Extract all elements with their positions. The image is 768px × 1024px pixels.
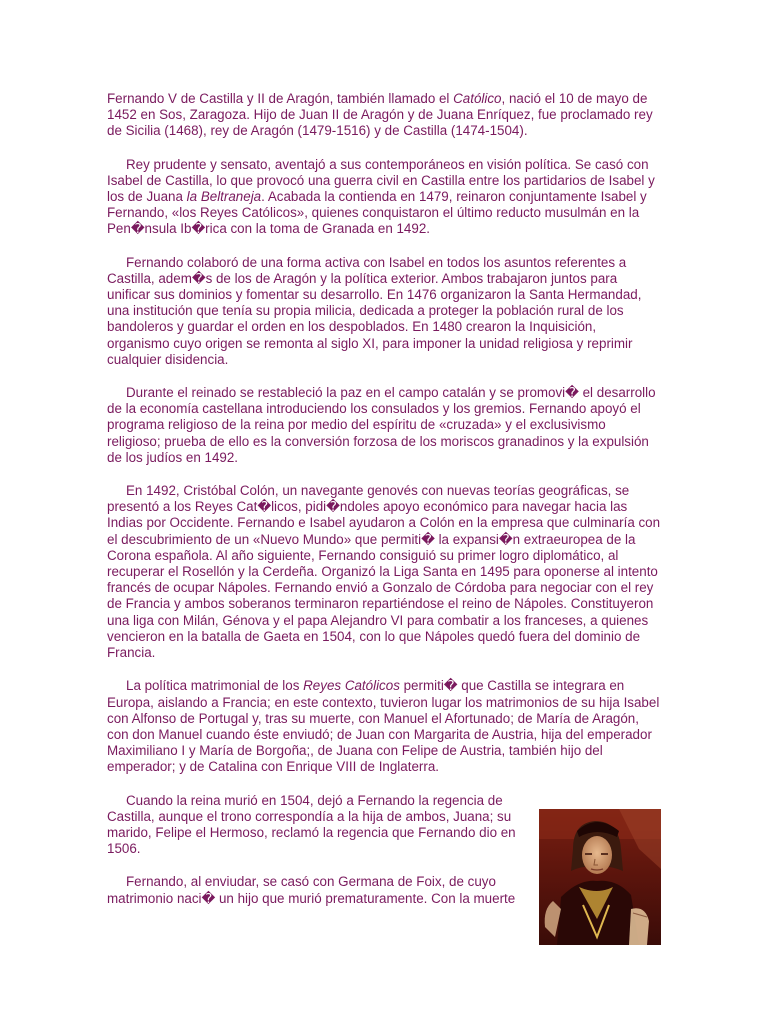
portrait-image (539, 809, 661, 945)
paragraph: La política matrimonial de los Reyes Católicos permiti� que Castilla se integrara en Europa, aislando a Francia; en este contexto, tuvieron lugar los matrimonios de su hija Isabel con Alfonso de Portugal y, tras su muerte, con Manuel el Afortunado; de María de Aragón, con don Manuel cuando éste enviudó; de Juan con Margarita de Austria, hija del emperador Maximiliano I y María de Borgoña;, de Juana con Felipe de Austria, también hijo del emperador; y de Catalina con Enrique VIII de Inglaterra. (107, 678, 660, 775)
document-body (107, 91, 662, 924)
paragraph: Fernando colaboró de una forma activa con Isabel en todos los asuntos referentes a Castilla, adem�s de los de Aragón y la política exterior. Ambos trabajaron juntos para unificar sus dominios y fomentar su desarrollo. En 1476 organizaron la Santa Hermandad, una institución que tenía su propia milicia, dedicada a proteger la población rural de los bandoleros y guardar el orden en los despoblados. En 1480 crearon la Inquisición, organismo cuyo origen se remonta al siglo XI, para imponer la unidad religiosa y reprimir cualquier disidencia. (107, 254, 642, 367)
paragraph: Fernando, al enviudar, se casó con Germana de Foix, de cuyo matrimonio naci� un hijo que murió prematuramente. Con la muerte (107, 874, 516, 906)
paragraph: En 1492, Cristóbal Colón, un navegante genovés con nuevas teorías geográficas, se presentó a los Reyes Cat�licos, pidi�ndoles apoyo económico para navegar hacia las Indias por Occidente. Fernando e Isabel ayudaron a Colón en la empresa que culminaría con el descubrimiento de un «Nuevo Mundo» que permiti� la expansi�n extraeuropea de la Corona española. Al año siguiente, Fernando consiguió su primer logro diplomático, al recuperar el Rosellón y la Cerdeña. Organizó la Liga Santa en 1495 para oponerse al intento francés de ocupar Nápoles. Fernando envió a Gonzalo de Córdoba para negociar con el rey de Francia y ambos soberanos terminaron repartiéndose el reino de Nápoles. Constituyeron una liga con Milán, Génova y el papa Alejandro VI para combatir a los franceses, a quienes vencieron en la batalla de Gaeta en 1504, con lo que Nápoles quedó fuera del dominio de Francia. (107, 483, 661, 661)
paragraph: Durante el reinado se restableció la paz en el campo catalán y se promovi� el desarrollo de la economía castellana introduciendo los consulados y los gremios. Fernando apoyó el programa religioso de la reina por medio del espíritu de «cruzada» y el exclusivismo religioso; prueba de ello es la conversión forzosa de los moriscos granadinos y la expulsión de los judíos en 1492. (107, 385, 656, 465)
italic-text: Católico (453, 91, 502, 106)
italic-text: la Beltraneja (186, 189, 262, 205)
paragraph: Cuando la reina murió en 1504, dejó a Fernando la regencia de Castilla, aunque el trono correspondía a la hija de ambos, Juana; su marido, Felipe el Hermoso, reclamó la regencia que Fernando dio en 1506. (107, 792, 516, 857)
paragraph: Fernando V de Castilla y II de Aragón, también llamado el Católico, nació el 10 de mayo de 1452 en Sos, Zaragoza. Hijo de Juan II de Aragón y de Juana Enríquez, fue proclamado rey de Sicilia (1468), rey de Aragón (1479-1516) y de Castilla (1474-1504). (107, 91, 653, 139)
paragraph: Rey prudente y sensato, aventajó a sus contemporáneos en visión política. Se casó con Isabel de Castilla, lo que provocó una guerra civil en Castilla entre los partidarios de Isabel y los de Juana la Beltraneja. Acabada la contienda en 1479, reinaron conjuntamente Isabel y Fernando, «los Reyes Católicos», quienes conquistaron el último reducto musulmán en la Pen�nsula Ib�rica con la toma de Granada en 1492. (107, 156, 655, 237)
italic-text: Reyes Católicos (303, 678, 400, 694)
